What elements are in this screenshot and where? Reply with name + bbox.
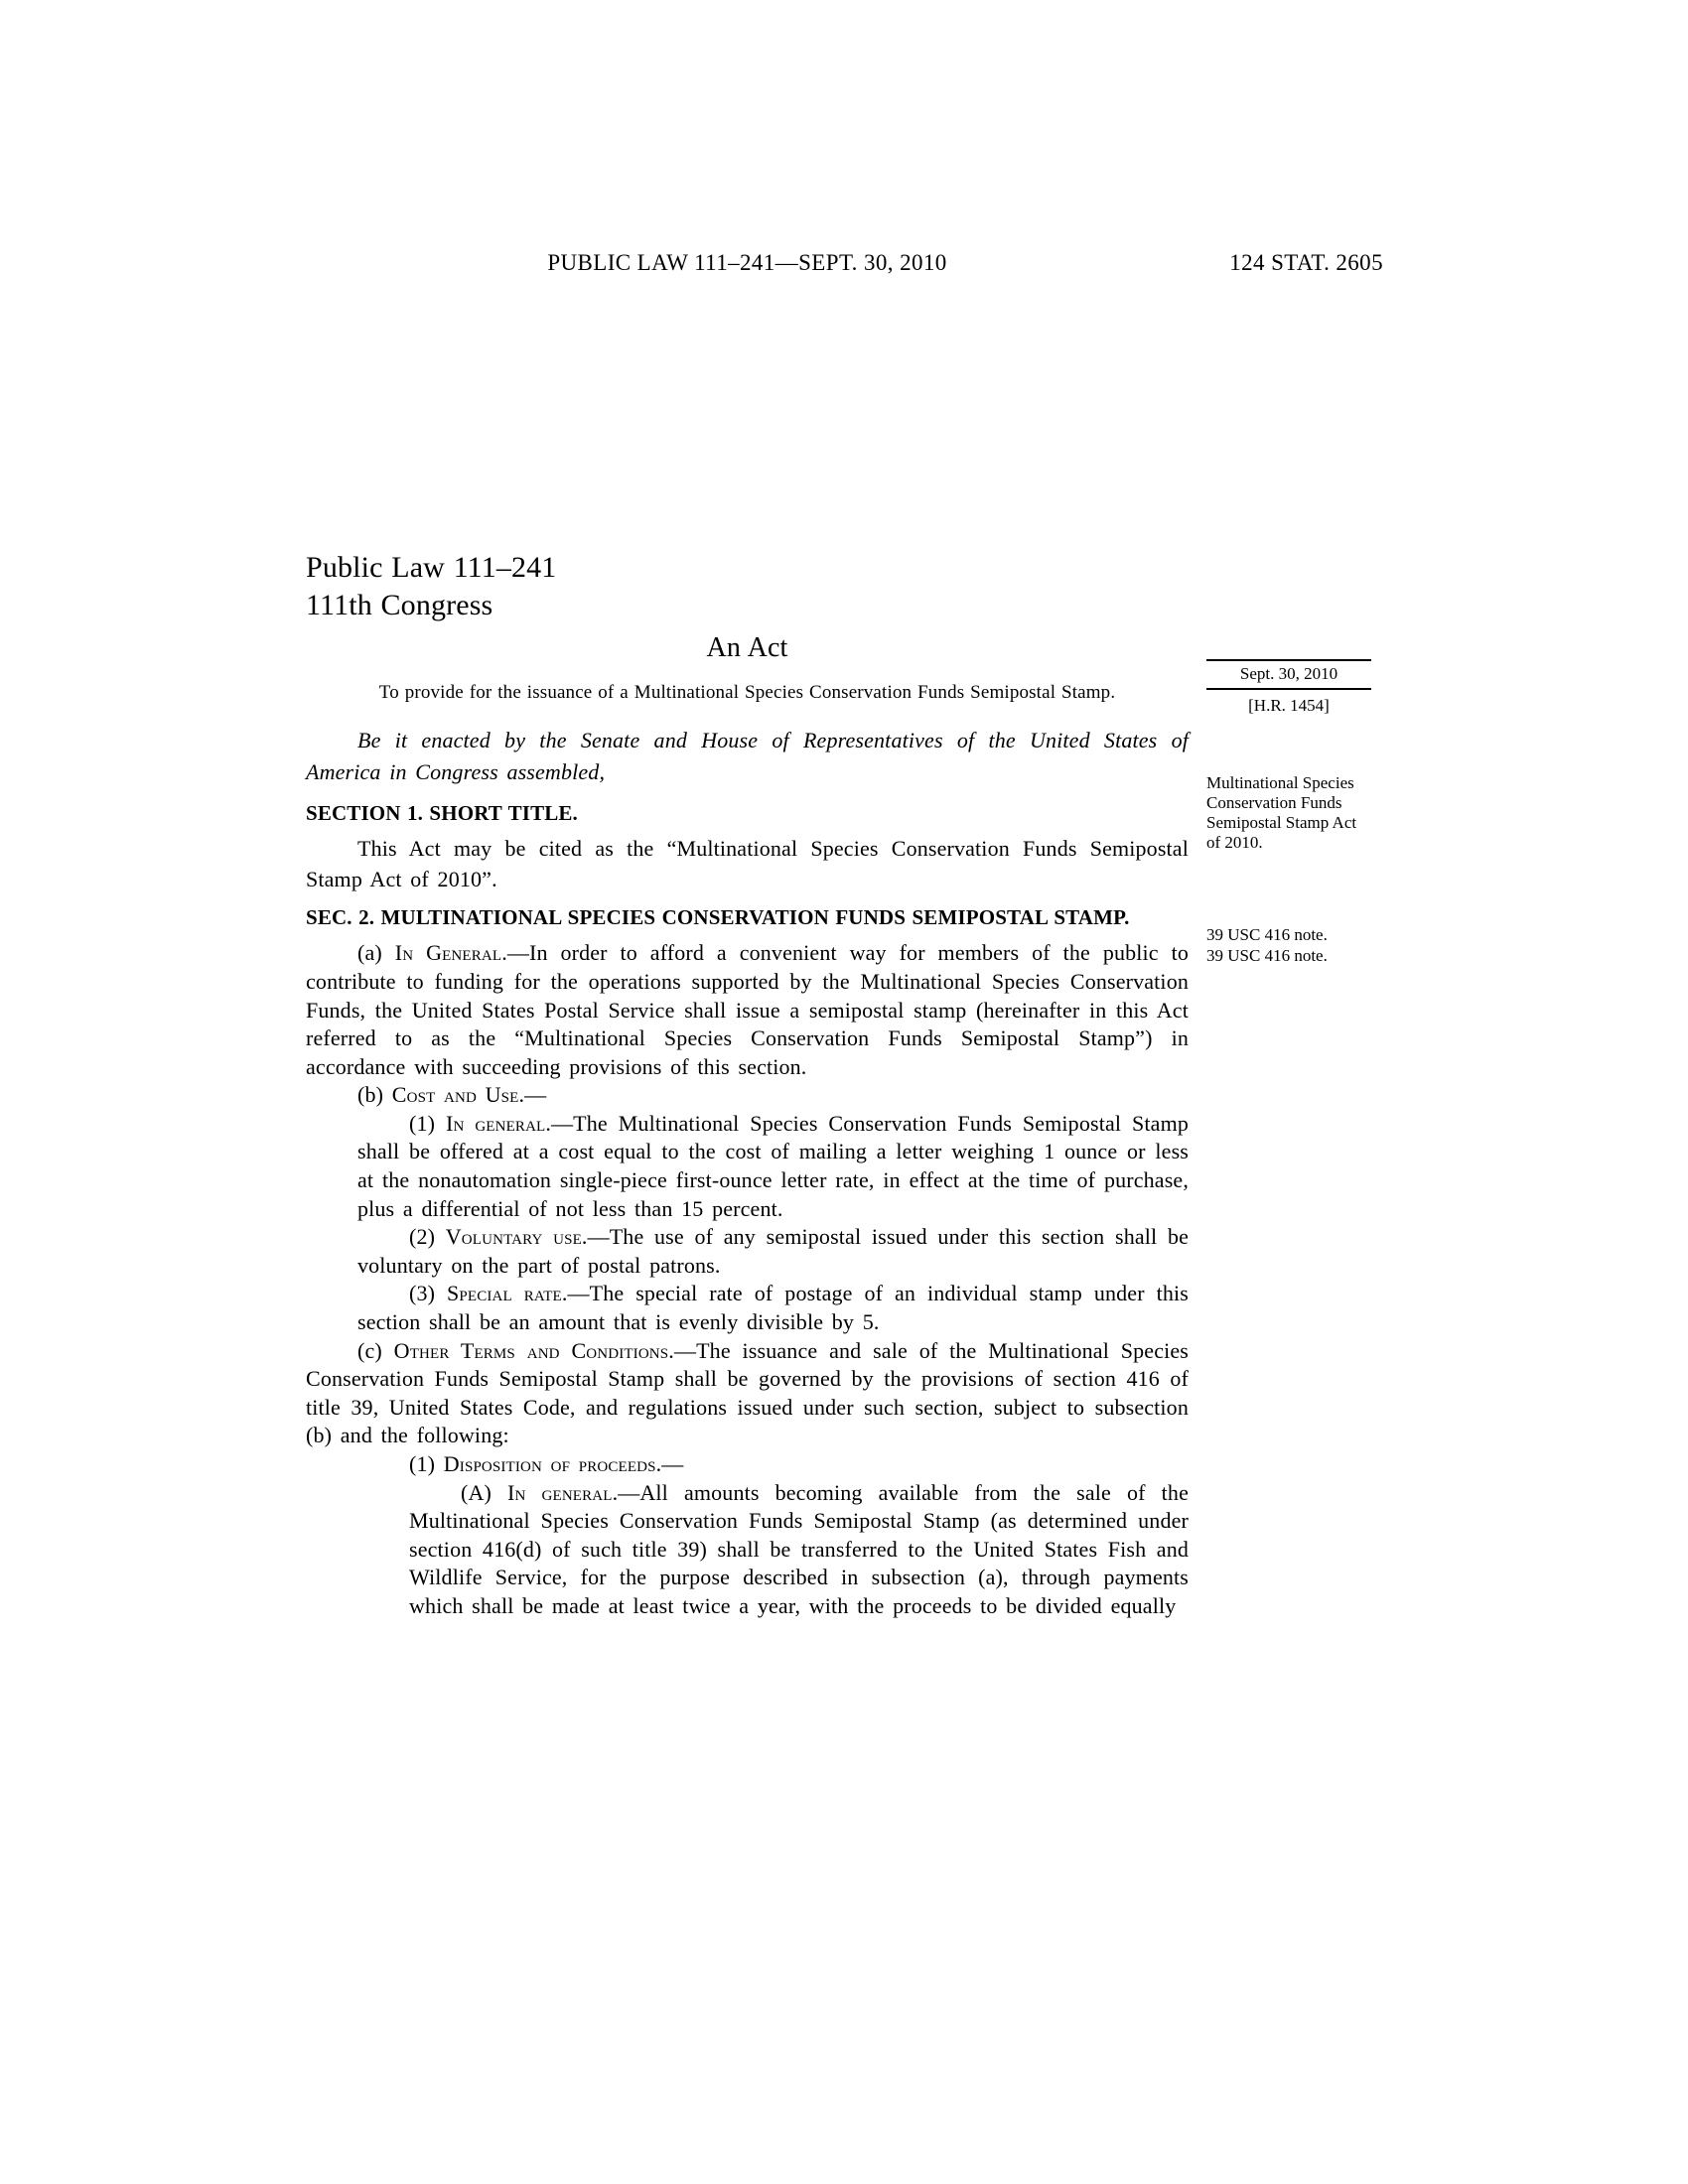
text-run: (c) [357,1337,394,1363]
statute-paragraph [306,939,1189,1081]
text-run: .—The special rate of postage of an individual stamp under this section shall be an amount that is evenly divisible by 5. [357,1281,1189,1335]
horizontal-rule [1206,659,1371,661]
statute-paragraph [306,1337,1189,1450]
body-paragraphs [306,939,1189,1620]
text-run: (3) [409,1281,448,1306]
statute-paragraph [306,1479,1189,1621]
text-run: (A) [461,1479,508,1505]
text-run: .—The issuance and sale of the Multinational Species Conservation Funds Semipostal Stamp shall be governed by the provisions of section 416 of title 39, United States Code, and regulations issued under such section, subject to subsection (b) and the following: [306,1337,1190,1448]
text-run: (b) [357,1082,392,1108]
smallcaps-heading-text: In general [445,1110,546,1136]
margin-note-usc-2: 39 USC 416 note. [1206,946,1328,965]
act-heading: An Act [706,632,788,664]
text-run: .—The Multinational Species Conservation Funds Semipostal Stamp shall be offered at a cost equal to the cost of mailing a letter weighing 1 ounce or less at the nonautomation single-piece first-ounce letter rate, in effect at the time of purchase, plus a differential of not less than 15 percent. [357,1110,1189,1221]
smallcaps-heading-text: Other Terms and Conditions [393,1337,669,1363]
smallcaps-heading-text: Disposition of proceeds [443,1451,656,1477]
enacting-clause: Be it enacted by the Senate and House of Representatives of the United States of America in Congress assembled, [306,727,1189,784]
margin-note-date-block [1206,659,1371,716]
statute-paragraph [306,1280,1189,1336]
header-stat-page: 124 STAT. 2605 [1229,250,1383,275]
statute-paragraph [306,1110,1189,1223]
smallcaps-heading-text: In General [394,940,502,966]
bill-number: [H.R. 1454] [1248,696,1330,716]
section1-heading: SECTION 1. SHORT TITLE. [306,801,578,826]
header-law-line: PUBLIC LAW 111–241—SEPT. 30, 2010 [547,250,947,275]
text-run: .— [655,1451,684,1477]
congress-line: 111th Congress [306,589,493,622]
smallcaps-heading-text: In general [507,1479,613,1505]
smallcaps-heading-text: Cost and Use [391,1082,519,1108]
law-title-block [306,549,1189,624]
enactment-date: Sept. 30, 2010 [1239,664,1338,683]
law-number: Public Law 111–241 [306,551,557,584]
statute-paragraph [306,1450,1189,1479]
statute-paragraph [306,1223,1189,1280]
horizontal-rule [1206,688,1371,690]
text-run: .—In order to afford a convenient way for members of the public to contribute to funding for the operations supported by the Multinational Species Conservation Funds, the United States Postal Service shall issue a semipostal stamp (hereinafter in this Act referred to as the “Multinational Species Conservation Funds Semipostal Stamp”) in accordance with succeeding provisions of this section. [306,940,1189,1079]
main-text-column [306,549,1189,1621]
statute-paragraph [306,1081,1189,1110]
text-run: .—All amounts becoming available from the sale of the Multinational Species Conservation Funds Semipostal Stamp (as determined under section 416(d) of such title 39) shall be transferred to the United States Fish and Wildlife Service, for the purpose described in subsection (a), through payments which shall be made at least twice a year, with the proceeds to be divided equally [409,1479,1190,1618]
margin-note-usc-1: 39 USC 416 note. [1206,925,1328,944]
act-preamble: To provide for the issuance of a Multinational Species Conservation Funds Semipostal Stamp. [378,681,1116,703]
text-run: (1) [409,1110,446,1136]
page-header [306,250,1383,282]
smallcaps-heading-text: Special rate [447,1281,562,1306]
text-run: (a) [357,940,395,966]
smallcaps-heading-text: Voluntary use [445,1224,582,1250]
section2-heading: SEC. 2. MULTINATIONAL SPECIES CONSERVATION FUNDS SEMIPOSTAL STAMP. [306,905,1130,930]
section1-text: This Act may be cited as the “Multinational Species Conservation Funds Semipostal Stamp Act of 2010”. [306,835,1189,891]
text-run: .— [518,1082,547,1108]
text-run: (2) [409,1224,446,1250]
text-run: .—The use of any semipostal issued under this section shall be voluntary on the part of postal patrons. [357,1224,1190,1278]
margin-note-short-title: Multinational Species Conservation Funds Semipostal Stamp Act of 2010. [1206,773,1357,853]
text-run: (1) [409,1451,444,1477]
